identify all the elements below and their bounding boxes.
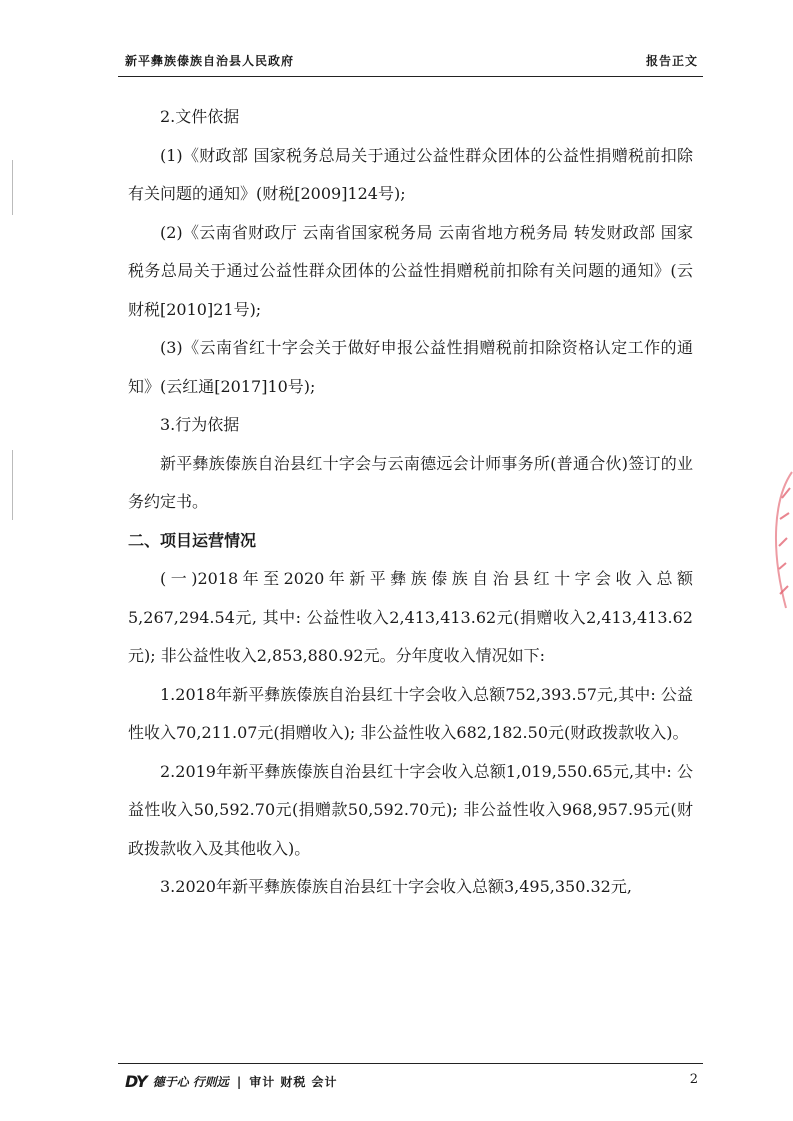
body-paragraph: (3)《云南省红十字会关于做好申报公益性捐赠税前扣除资格认定工作的通知》(云红通[2017]10号); xyxy=(128,338,693,396)
header-document-type: 报告正文 xyxy=(645,54,698,68)
header-rule xyxy=(118,76,703,77)
footer-rule xyxy=(118,1063,703,1064)
body-paragraph: 1.2018年新平彝族傣族自治县红十字会收入总额752,393.57元,其中: 公益性收入70,211.07元(捐赠收入); 非公益性收入682,182.50元(财政拨款收入)。 xyxy=(128,684,693,742)
report-body xyxy=(128,98,693,907)
body-paragraph: 2.2019年新平彝族傣族自治县红十字会收入总额1,019,550.65元,其中: 公益性收入50,592.70元(捐赠款50,592.70元); 非公益性收入968,957.95元(财政拨款收入及其他收入)。 xyxy=(128,761,693,858)
page-number: 2 xyxy=(689,1072,698,1087)
footer-brand xyxy=(125,1072,338,1091)
header-organization: 新平彝族傣族自治县人民政府 xyxy=(125,54,295,68)
firm-logo: DY xyxy=(125,1072,147,1091)
footer-services: 审计 财税 会计 xyxy=(249,1075,338,1089)
seal-stamp-fragment xyxy=(762,468,793,613)
body-paragraph: (2)《云南省财政厅 云南省国家税务局 云南省地方税务局 转发财政部 国家税务总局关于通过公益性群众团体的公益性捐赠税前扣除有关问题的通知》(云财税[2010]21号); xyxy=(128,222,693,319)
scan-edge-marks xyxy=(10,120,16,540)
section-heading: 二、项目运营情况 xyxy=(128,530,257,550)
body-paragraph: 2.文件依据 xyxy=(160,107,240,126)
body-paragraph: 3.2020年新平彝族傣族自治县红十字会收入总额3,495,350.32元, xyxy=(160,877,632,896)
footer-slogan: 德于心 行则远 xyxy=(152,1075,229,1089)
footer-separator: | xyxy=(236,1074,242,1089)
body-paragraph: 新平彝族傣族自治县红十字会与云南德远会计师事务所(普通合伙)签订的业务约定书。 xyxy=(128,453,693,511)
body-paragraph: (一)2018年至2020年新平彝族傣族自治县红十字会收入总额5,267,294.54元, 其中: 公益性收入2,413,413.62元(捐赠收入2,413,413.62元); 非公益性收入2,853,880.92元。分年度收入情况如下: xyxy=(128,569,693,665)
body-paragraph: 3.行为依据 xyxy=(160,415,240,434)
body-paragraph: (1)《财政部 国家税务总局关于通过公益性群众团体的公益性捐赠税前扣除有关问题的通知》(财税[2009]124号); xyxy=(128,145,693,203)
